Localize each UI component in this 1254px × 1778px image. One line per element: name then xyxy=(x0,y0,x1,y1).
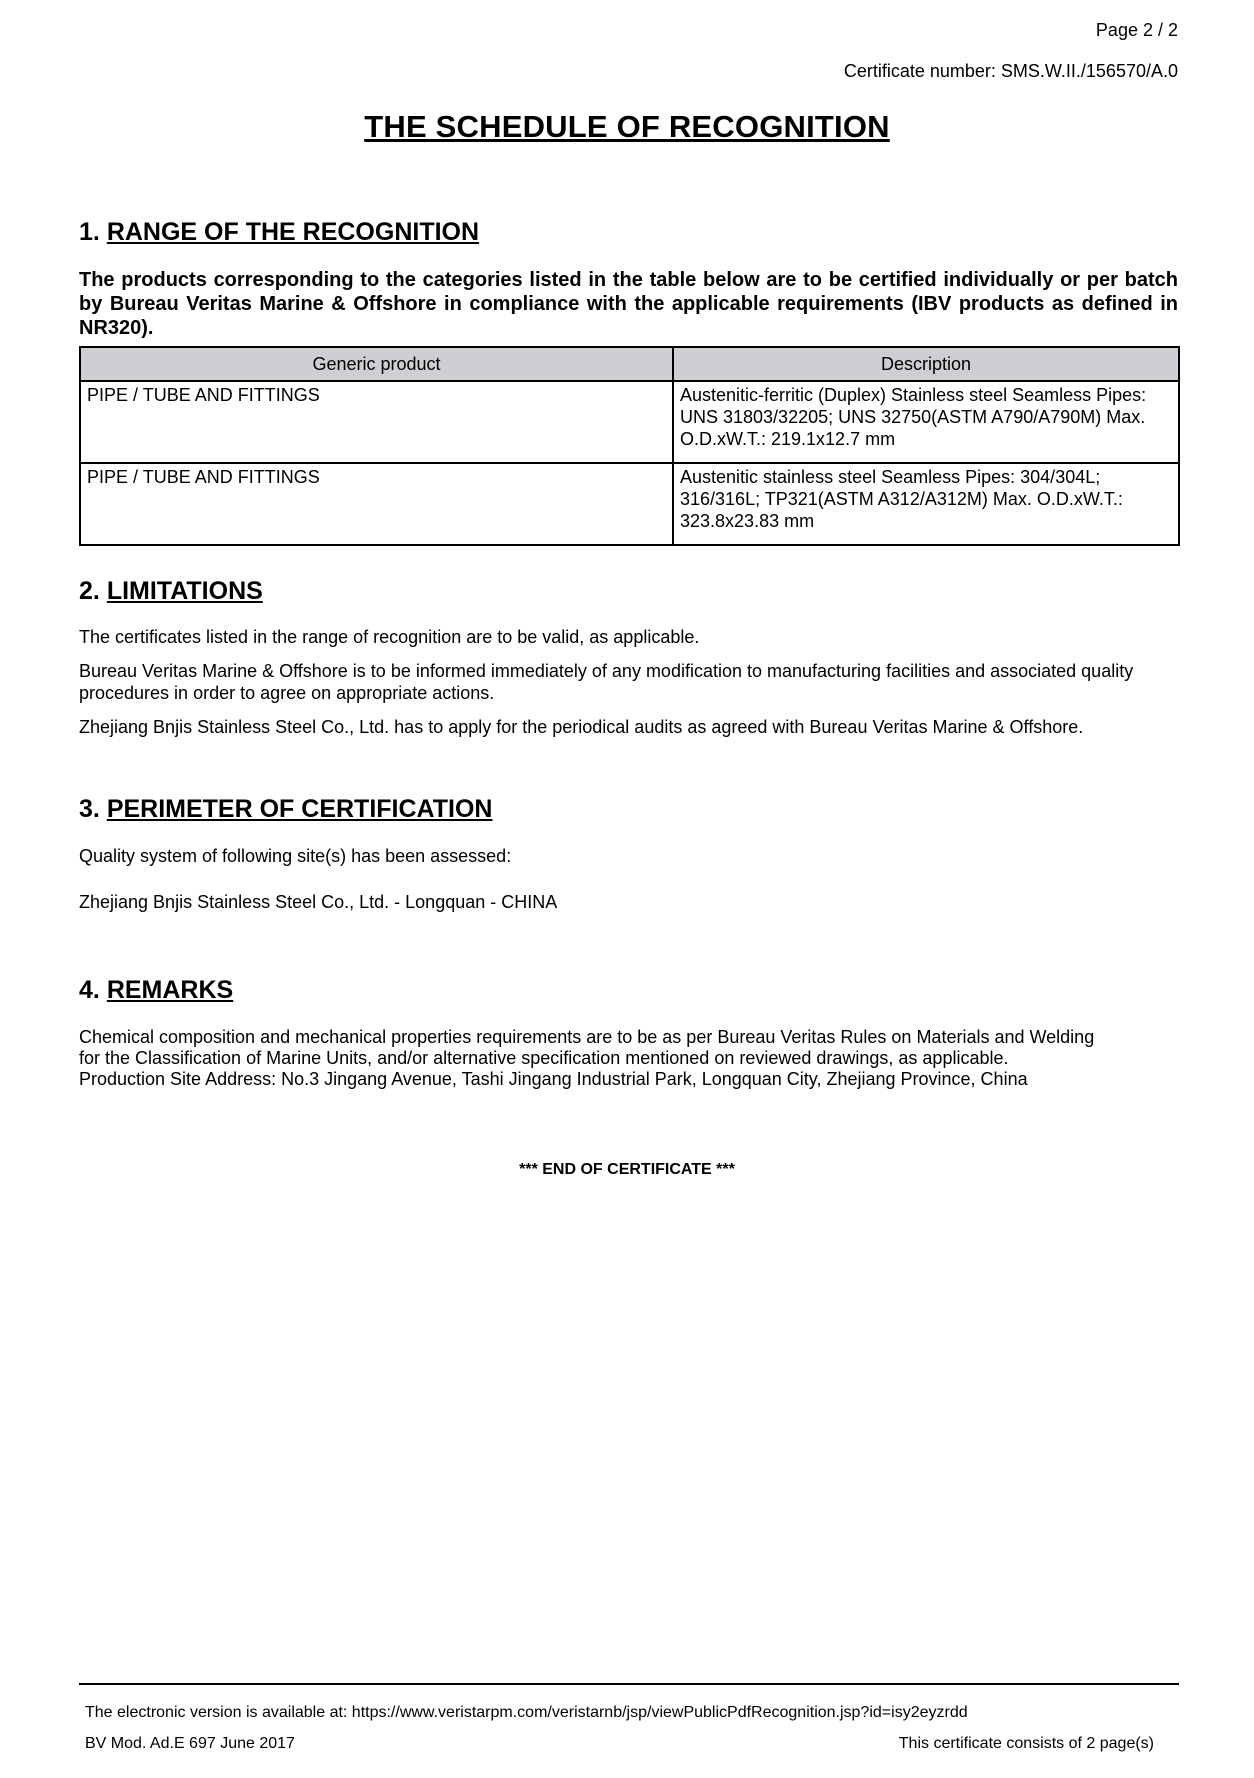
section-2-title: LIMITATIONS xyxy=(106,577,263,605)
range-intro-text: The products corresponding to the categories listed in the table below are to be certified individually or per batch by Bureau Veritas Marine & Offshore in compliance with the applicable requirements (IBV products as defined in NR320). xyxy=(79,269,1178,339)
section-1-number: 1. xyxy=(79,218,100,246)
footer-page-count: This certificate consists of 2 page(s) xyxy=(898,1735,1154,1752)
section-2-number: 2. xyxy=(79,577,100,605)
section-4-heading xyxy=(79,976,233,1005)
cell-description: Austenitic-ferritic (Duplex) Stainless steel Seamless Pipes: UNS 31803/32205; UNS 32750(ASTM A790/A790M) Max. O.D.xW.T.: 219.1x12.7 mm xyxy=(673,381,1179,463)
recognition-table xyxy=(79,346,1180,546)
certificate-number: Certificate number: SMS.W.II./156570/A.0 xyxy=(843,61,1178,81)
section-4-number: 4. xyxy=(79,976,100,1004)
limitations-paragraph: The certificates listed in the range of recognition are to be valid, as applicable. xyxy=(79,627,700,647)
section-3-heading xyxy=(79,795,492,824)
section-2-heading xyxy=(79,577,263,606)
document-title: THE SCHEDULE OF RECOGNITION xyxy=(364,109,890,144)
footer-electronic-version: The electronic version is available at: https://www.veristarpm.com/veristarnb/jsp/viewPublicPdfRecognition.jsp?id=isy2eyzrdd xyxy=(85,1704,968,1721)
remarks-line: Chemical composition and mechanical properties requirements are to be as per Bureau Veritas Rules on Materials and Welding xyxy=(79,1027,1095,1047)
remarks-line: Production Site Address: No.3 Jingang Avenue, Tashi Jingang Industrial Park, Longquan City, Zhejiang Province, China xyxy=(79,1069,1028,1089)
page-number: Page 2 / 2 xyxy=(1095,20,1178,40)
remarks-line: for the Classification of Marine Units, and/or alternative specification mentioned on reviewed drawings, as applicable. xyxy=(79,1048,1009,1068)
section-3-title: PERIMETER OF CERTIFICATION xyxy=(106,795,493,823)
table-row xyxy=(80,381,1179,463)
table-row xyxy=(80,463,1179,545)
section-3-number: 3. xyxy=(79,795,100,823)
cell-generic-product: PIPE / TUBE AND FITTINGS xyxy=(80,381,673,463)
footer-divider xyxy=(79,1683,1179,1685)
header-generic-product: Generic product xyxy=(80,347,673,381)
footer-form-reference: BV Mod. Ad.E 697 June 2017 xyxy=(85,1735,295,1752)
table-header-row xyxy=(80,347,1179,381)
cell-generic-product: PIPE / TUBE AND FITTINGS xyxy=(80,463,673,545)
perimeter-site: Zhejiang Bnjis Stainless Steel Co., Ltd. - Longquan - CHINA xyxy=(79,892,558,912)
cell-description: Austenitic stainless steel Seamless Pipes: 304/304L; 316/316L; TP321(ASTM A312/A312M) Max. O.D.xW.T.: 323.8x23.83 mm xyxy=(673,463,1179,545)
end-of-certificate: *** END OF CERTIFICATE *** xyxy=(519,1161,735,1178)
section-1-heading xyxy=(79,218,479,247)
header-description: Description xyxy=(673,347,1179,381)
limitations-paragraph: Bureau Veritas Marine & Offshore is to be informed immediately of any modification to manufacturing facilities and associated quality procedures in order to agree on appropriate actions. xyxy=(79,661,1134,703)
perimeter-paragraph: Quality system of following site(s) has been assessed: xyxy=(79,846,512,866)
limitations-paragraph: Zhejiang Bnjis Stainless Steel Co., Ltd. has to apply for the periodical audits as agreed with Bureau Veritas Marine & Offshore. xyxy=(79,717,1084,737)
section-4-title: REMARKS xyxy=(106,976,234,1004)
section-1-title: RANGE OF THE RECOGNITION xyxy=(106,218,480,246)
